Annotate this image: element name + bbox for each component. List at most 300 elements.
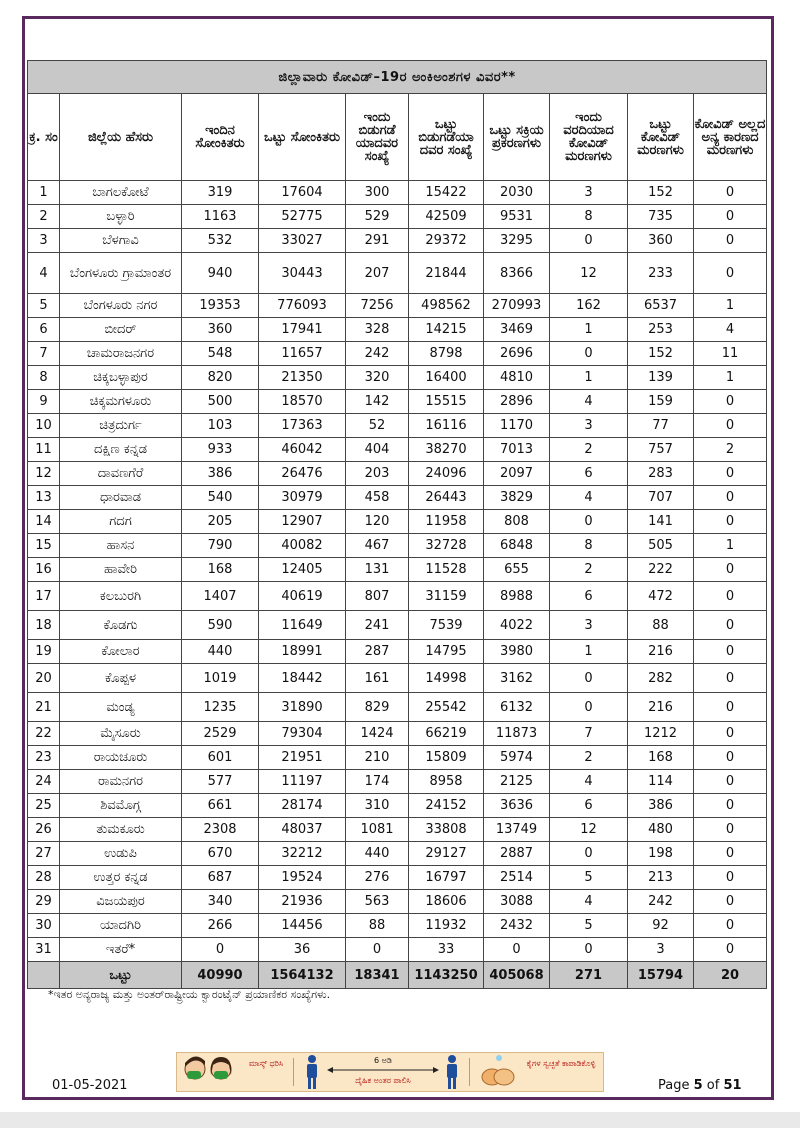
value-cell: 0 [694,818,767,842]
value-cell: 52775 [259,205,346,229]
value-cell: 1081 [346,818,409,842]
table-row [28,181,767,205]
value-cell: 820 [182,366,259,390]
value-cell: 1 [694,534,767,558]
value-cell: 0 [694,558,767,582]
district-name-cell: ಬೆಳಗಾವಿ [60,229,182,253]
value-cell: 0 [694,181,767,205]
table-row [28,294,767,318]
value-cell: 320 [346,366,409,390]
serial-cell: 1 [28,181,60,205]
value-cell: 32212 [259,842,346,866]
district-name-cell: ತುಮಕೂರು [60,818,182,842]
value-cell: 25542 [409,693,484,722]
value-cell: 0 [694,510,767,534]
value-cell: 0 [346,938,409,962]
value-cell: 0 [694,253,767,294]
value-cell: 577 [182,770,259,794]
column-header: ಜಿಲ್ಲೆಯ ಹೆಸರು [60,94,182,181]
value-cell: 0 [484,938,550,962]
district-name-cell: ಉಡುಪಿ [60,842,182,866]
district-covid-table [27,60,767,989]
value-cell: 15809 [409,746,484,770]
value-cell: 21936 [259,890,346,914]
value-cell: 548 [182,342,259,366]
value-cell: 29372 [409,229,484,253]
value-cell: 9531 [484,205,550,229]
value-cell: 103 [182,414,259,438]
value-cell: 2 [550,558,628,582]
value-cell: 40082 [259,534,346,558]
value-cell: 18442 [259,664,346,693]
total-value-cell: 40990 [182,962,259,989]
value-cell: 6848 [484,534,550,558]
value-cell: 1 [550,318,628,342]
value-cell: 287 [346,640,409,664]
value-cell: 707 [628,486,694,510]
value-cell: 0 [694,611,767,640]
serial-cell: 16 [28,558,60,582]
value-cell: 0 [694,722,767,746]
serial-cell: 2 [28,205,60,229]
value-cell: 6 [550,794,628,818]
value-cell: 15515 [409,390,484,414]
value-cell: 19524 [259,866,346,890]
table-row [28,938,767,962]
value-cell: 31159 [409,582,484,611]
value-cell: 2696 [484,342,550,366]
value-cell: 14998 [409,664,484,693]
serial-cell: 5 [28,294,60,318]
hands-text: ಕೈಗಳ ಸ್ವಚ್ಛತೆ ಕಾಪಾಡಿಕೊಳ್ಳಿ [526,1059,596,1068]
value-cell: 0 [694,462,767,486]
district-name-cell: ಮೈಸೂರು [60,722,182,746]
value-cell: 4 [550,486,628,510]
value-cell: 1407 [182,582,259,611]
district-name-cell: ಚಿಕ್ಕಮಗಳೂರು [60,390,182,414]
table-row [28,842,767,866]
serial-cell: 21 [28,693,60,722]
value-cell: 0 [694,693,767,722]
serial-cell: 10 [28,414,60,438]
value-cell: 300 [346,181,409,205]
value-cell: 14795 [409,640,484,664]
value-cell: 735 [628,205,694,229]
value-cell: 480 [628,818,694,842]
value-cell: 168 [182,558,259,582]
value-cell: 17604 [259,181,346,205]
person-left-icon [301,1053,323,1091]
value-cell: 30443 [259,253,346,294]
serial-cell: 27 [28,842,60,866]
value-cell: 2 [694,438,767,462]
value-cell: 458 [346,486,409,510]
district-name-cell: ಉತ್ತರ ಕನ್ನಡ [60,866,182,890]
table-row [28,722,767,746]
district-name-cell: ಯಾದಗಿರಿ [60,914,182,938]
district-name-cell: ಹಾಸನ [60,534,182,558]
serial-cell: 29 [28,890,60,914]
value-cell: 0 [550,664,628,693]
table-row [28,414,767,438]
value-cell: 79304 [259,722,346,746]
value-cell: 540 [182,486,259,510]
page-of: of [702,1078,724,1093]
value-cell: 0 [550,938,628,962]
value-cell: 808 [484,510,550,534]
value-cell: 120 [346,510,409,534]
value-cell: 2030 [484,181,550,205]
bottom-strip [0,1112,800,1128]
serial-cell: 18 [28,611,60,640]
table-row [28,438,767,462]
value-cell: 207 [346,253,409,294]
value-cell: 168 [628,746,694,770]
value-cell: 11932 [409,914,484,938]
person-right-icon [441,1053,463,1091]
table-row [28,253,767,294]
value-cell: 3469 [484,318,550,342]
table-row [28,342,767,366]
value-cell: 829 [346,693,409,722]
table-row [28,582,767,611]
value-cell: 0 [694,414,767,438]
serial-cell: 19 [28,640,60,664]
value-cell: 319 [182,181,259,205]
value-cell: 3 [550,414,628,438]
serial-cell: 20 [28,664,60,693]
value-cell: 11 [694,342,767,366]
value-cell: 174 [346,770,409,794]
value-cell: 0 [550,229,628,253]
value-cell: 26443 [409,486,484,510]
table-row [28,770,767,794]
value-cell: 0 [550,342,628,366]
value-cell: 152 [628,181,694,205]
table-row [28,746,767,770]
value-cell: 3088 [484,890,550,914]
value-cell: 757 [628,438,694,462]
district-name-cell: ಇತರೆ* [60,938,182,962]
value-cell: 4810 [484,366,550,390]
value-cell: 21350 [259,366,346,390]
value-cell: 26476 [259,462,346,486]
value-cell: 655 [484,558,550,582]
value-cell: 216 [628,693,694,722]
serial-cell: 14 [28,510,60,534]
serial-cell: 13 [28,486,60,510]
value-cell: 0 [694,746,767,770]
footnote: *ಇತರ ಅನ್ಯರಾಜ್ಯ ಮತ್ತು ಅಂತರ್‌ರಾಷ್ಟ್ರೀಯ ಕ್ವಾರಂಟೈನ್ ಪ್ರಯಾಣಿಕರ ಸಂಖ್ಯೆಗಳು. [48,988,331,1001]
hand-wash-icon [477,1053,519,1091]
column-header: ಇಂದು ಬಿಡುಗಡೆ ಯಾದವರ ಸಂಖ್ಯೆ [346,94,409,181]
value-cell: 12 [550,253,628,294]
table-body [28,181,767,962]
value-cell: 6132 [484,693,550,722]
table-row [28,534,767,558]
value-cell: 17363 [259,414,346,438]
serial-cell: 26 [28,818,60,842]
value-cell: 48037 [259,818,346,842]
value-cell: 4 [550,890,628,914]
serial-cell: 30 [28,914,60,938]
value-cell: 440 [346,842,409,866]
value-cell: 360 [628,229,694,253]
value-cell: 16400 [409,366,484,390]
total-value-cell: 15794 [628,962,694,989]
value-cell: 1019 [182,664,259,693]
value-cell: 16797 [409,866,484,890]
value-cell: 241 [346,611,409,640]
value-cell: 2432 [484,914,550,938]
value-cell: 5 [550,866,628,890]
value-cell: 11958 [409,510,484,534]
value-cell: 776093 [259,294,346,318]
value-cell: 4 [550,770,628,794]
value-cell: 1163 [182,205,259,229]
table-row [28,890,767,914]
value-cell: 940 [182,253,259,294]
value-cell: 0 [694,486,767,510]
safety-banner [176,1052,604,1092]
value-cell: 670 [182,842,259,866]
page-prefix: Page [658,1078,694,1093]
serial-cell: 24 [28,770,60,794]
serial-cell: 25 [28,794,60,818]
value-cell: 7539 [409,611,484,640]
district-name-cell: ಧಾರವಾಡ [60,486,182,510]
value-cell: 687 [182,866,259,890]
value-cell: 3 [550,181,628,205]
table-row [28,693,767,722]
value-cell: 8 [550,534,628,558]
total-value-cell: 18341 [346,962,409,989]
value-cell: 8 [550,205,628,229]
column-header: ಒಟ್ಟು ಕೋವಿಡ್ ಮರಣಗಳು [628,94,694,181]
distance-text: ದೈಹಿಕ ಅಂತರ ಪಾಲಿಸಿ [355,1076,411,1085]
value-cell: 404 [346,438,409,462]
district-name-cell: ಶಿವಮೊಗ್ಗ [60,794,182,818]
document-date: 01-05-2021 [52,1078,128,1093]
serial-cell: 7 [28,342,60,366]
total-row [28,962,767,989]
value-cell: 2308 [182,818,259,842]
column-header: ಕೋವಿಡ್ ಅಲ್ಲದ ಅನ್ಯ ಕಾರಣದ ಮರಣಗಳು [694,94,767,181]
serial-cell: 23 [28,746,60,770]
table-row [28,318,767,342]
total-sno-cell [28,962,60,989]
table-row [28,818,767,842]
value-cell: 2 [550,438,628,462]
value-cell: 32728 [409,534,484,558]
value-cell: 5974 [484,746,550,770]
value-cell: 340 [182,890,259,914]
value-cell: 18606 [409,890,484,914]
value-cell: 18991 [259,640,346,664]
value-cell: 11657 [259,342,346,366]
column-header: ಕ್ರ. ಸಂ [28,94,60,181]
value-cell: 3 [550,611,628,640]
value-cell: 11528 [409,558,484,582]
district-name-cell: ಹಾವೇರಿ [60,558,182,582]
total-value-cell: 20 [694,962,767,989]
value-cell: 242 [346,342,409,366]
value-cell: 0 [694,794,767,818]
value-cell: 1 [694,366,767,390]
column-header: ಇಂದಿನ ಸೋಂಕಿತರು [182,94,259,181]
value-cell: 7 [550,722,628,746]
value-cell: 33 [409,938,484,962]
serial-cell: 22 [28,722,60,746]
value-cell: 11873 [484,722,550,746]
value-cell: 467 [346,534,409,558]
value-cell: 2896 [484,390,550,414]
district-name-cell: ಚಾಮರಾಜನಗರ [60,342,182,366]
value-cell: 328 [346,318,409,342]
value-cell: 139 [628,366,694,390]
value-cell: 38270 [409,438,484,462]
value-cell: 14456 [259,914,346,938]
value-cell: 15422 [409,181,484,205]
serial-cell: 15 [28,534,60,558]
value-cell: 4 [694,318,767,342]
table-row [28,486,767,510]
value-cell: 216 [628,640,694,664]
value-cell: 0 [694,205,767,229]
value-cell: 33808 [409,818,484,842]
value-cell: 114 [628,770,694,794]
value-cell: 3 [628,938,694,962]
value-cell: 12405 [259,558,346,582]
table-row [28,390,767,414]
value-cell: 790 [182,534,259,558]
value-cell: 310 [346,794,409,818]
value-cell: 24096 [409,462,484,486]
value-cell: 505 [628,534,694,558]
value-cell: 500 [182,390,259,414]
serial-cell: 17 [28,582,60,611]
value-cell: 291 [346,229,409,253]
column-header: ಒಟ್ಟು ಬಿಡುಗಡೆಯಾ ದವರ ಸಂಖ್ಯೆ [409,94,484,181]
value-cell: 933 [182,438,259,462]
value-cell: 131 [346,558,409,582]
value-cell: 0 [694,664,767,693]
value-cell: 0 [694,842,767,866]
mask-text: ಮಾಸ್ಕ್ ಧರಿಸಿ [248,1059,284,1068]
value-cell: 590 [182,611,259,640]
value-cell: 1 [550,366,628,390]
value-cell: 2529 [182,722,259,746]
value-cell: 3980 [484,640,550,664]
value-cell: 28174 [259,794,346,818]
value-cell: 1 [550,640,628,664]
value-cell: 24152 [409,794,484,818]
page-current: 5 [693,1078,703,1093]
district-name-cell: ಬಾಗಲಕೋಟೆ [60,181,182,205]
value-cell: 0 [694,390,767,414]
value-cell: 498562 [409,294,484,318]
value-cell: 16116 [409,414,484,438]
value-cell: 30979 [259,486,346,510]
value-cell: 17941 [259,318,346,342]
value-cell: 2514 [484,866,550,890]
value-cell: 270993 [484,294,550,318]
value-cell: 18570 [259,390,346,414]
value-cell: 0 [550,842,628,866]
table-row [28,558,767,582]
value-cell: 1424 [346,722,409,746]
table-row [28,640,767,664]
value-cell: 233 [628,253,694,294]
value-cell: 46042 [259,438,346,462]
value-cell: 0 [550,693,628,722]
district-name-cell: ಚಿಕ್ಕಬಳ್ಳಾಪುರ [60,366,182,390]
value-cell: 1235 [182,693,259,722]
value-cell: 661 [182,794,259,818]
serial-cell: 11 [28,438,60,462]
value-cell: 3162 [484,664,550,693]
value-cell: 42509 [409,205,484,229]
serial-cell: 8 [28,366,60,390]
value-cell: 31890 [259,693,346,722]
value-cell: 21844 [409,253,484,294]
serial-cell: 9 [28,390,60,414]
value-cell: 0 [182,938,259,962]
distance-arrow-icon [327,1066,439,1074]
value-cell: 0 [694,890,767,914]
value-cell: 0 [694,938,767,962]
district-name-cell: ದಾವಣಗೆರೆ [60,462,182,486]
value-cell: 14215 [409,318,484,342]
value-cell: 0 [694,640,767,664]
table-row [28,229,767,253]
value-cell: 198 [628,842,694,866]
value-cell: 11649 [259,611,346,640]
serial-cell: 4 [28,253,60,294]
page-total: 51 [723,1078,742,1093]
district-name-cell: ದಕ್ಷಿಣ ಕನ್ನಡ [60,438,182,462]
value-cell: 12907 [259,510,346,534]
value-cell: 253 [628,318,694,342]
serial-cell: 3 [28,229,60,253]
value-cell: 88 [628,611,694,640]
district-name-cell: ರಾಮನಗರ [60,770,182,794]
value-cell: 203 [346,462,409,486]
value-cell: 3829 [484,486,550,510]
district-name-cell: ಕೊಪ್ಪಳ [60,664,182,693]
table-row [28,462,767,486]
value-cell: 205 [182,510,259,534]
value-cell: 13749 [484,818,550,842]
value-cell: 3636 [484,794,550,818]
value-cell: 360 [182,318,259,342]
district-name-cell: ಬೆಂಗಳೂರು ನಗರ [60,294,182,318]
value-cell: 5 [550,914,628,938]
value-cell: 2887 [484,842,550,866]
value-cell: 66219 [409,722,484,746]
value-cell: 266 [182,914,259,938]
value-cell: 8798 [409,342,484,366]
value-cell: 0 [694,770,767,794]
serial-cell: 6 [28,318,60,342]
value-cell: 77 [628,414,694,438]
serial-cell: 12 [28,462,60,486]
value-cell: 472 [628,582,694,611]
district-name-cell: ಕಲಬುರಗಿ [60,582,182,611]
value-cell: 807 [346,582,409,611]
total-value-cell: 1564132 [259,962,346,989]
value-cell: 159 [628,390,694,414]
